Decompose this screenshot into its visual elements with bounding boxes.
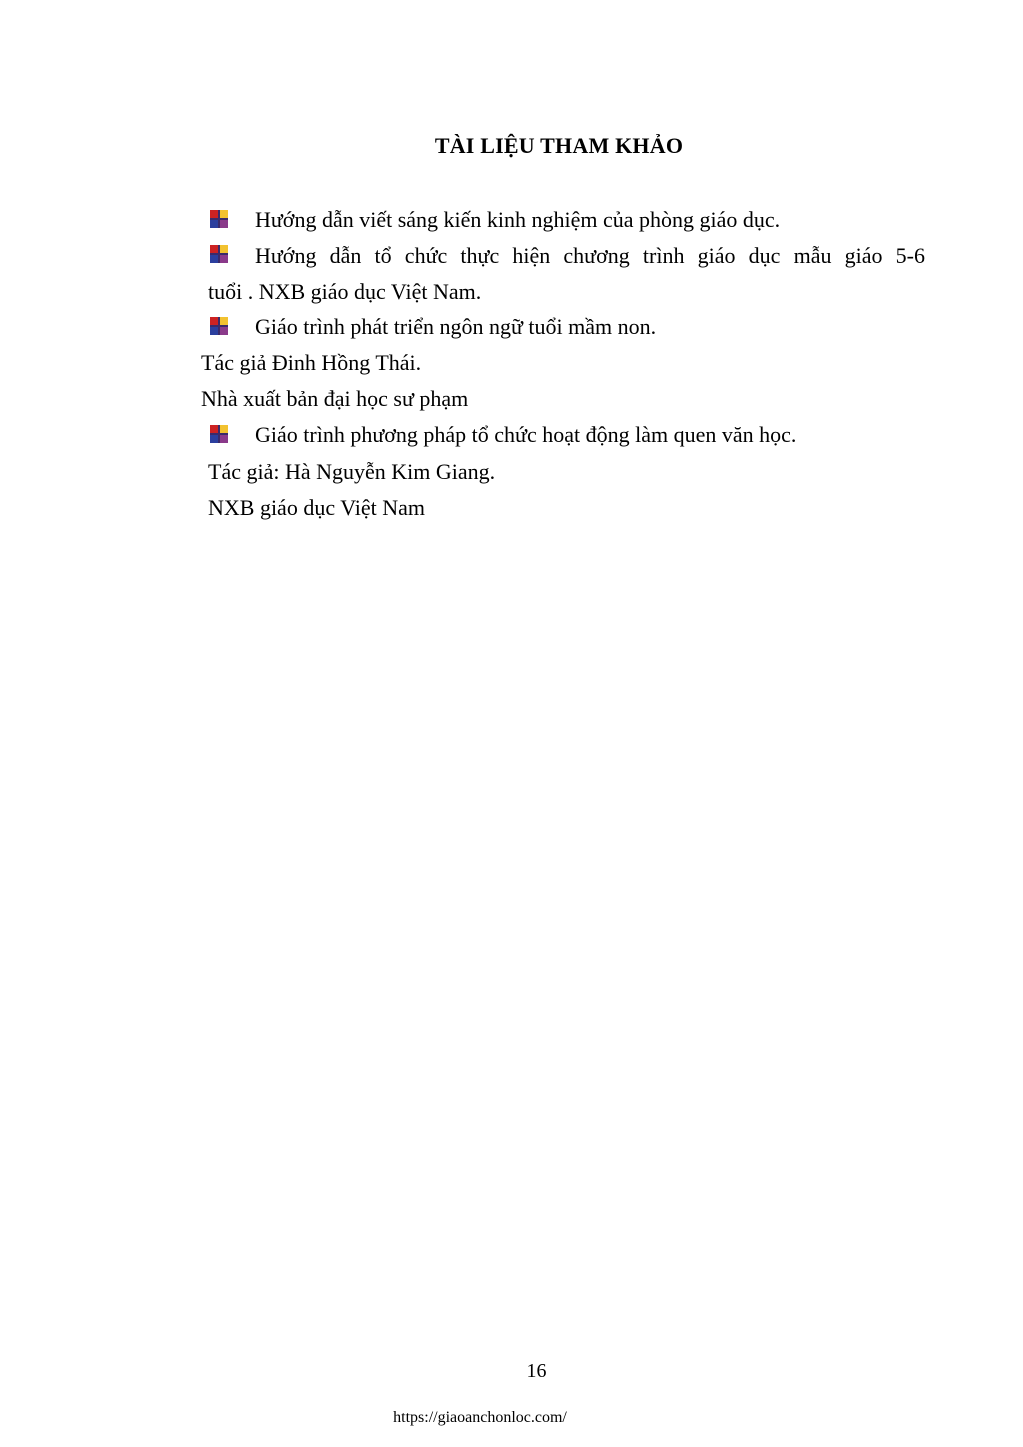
footer-link[interactable]: https://giaoanchonloc.com/	[393, 1409, 567, 1426]
reference-author: Tác giả Đinh Hồng Thái.	[201, 350, 422, 375]
reference-item-continuation: tuổi . NXB giáo dục Việt Nam.	[208, 279, 482, 304]
reference-item: Hướng dẫn tổ chức thực hiện chương trình giáo dục mẫu giáo 5-6	[255, 243, 925, 268]
bullet-icon	[210, 210, 228, 228]
reference-item: Giáo trình phương pháp tổ chức hoạt động làm quen văn học.	[255, 422, 797, 447]
reference-publisher: Nhà xuất bản đại học sư phạm	[201, 386, 469, 411]
reference-author: Tác giả: Hà Nguyễn Kim Giang.	[208, 459, 496, 484]
reference-item: Giáo trình phát triển ngôn ngữ tuổi mầm non.	[255, 314, 657, 339]
bullet-icon	[210, 245, 228, 263]
bullet-icon	[210, 317, 228, 335]
page-title: TÀI LIỆU THAM KHẢO	[434, 133, 684, 158]
bullet-icon	[210, 425, 228, 443]
reference-publisher: NXB giáo dục Việt Nam	[208, 495, 426, 520]
page-number: 16	[526, 1360, 547, 1382]
reference-item: Hướng dẫn viết sáng kiến kinh nghiệm của phòng giáo dục.	[255, 207, 781, 232]
